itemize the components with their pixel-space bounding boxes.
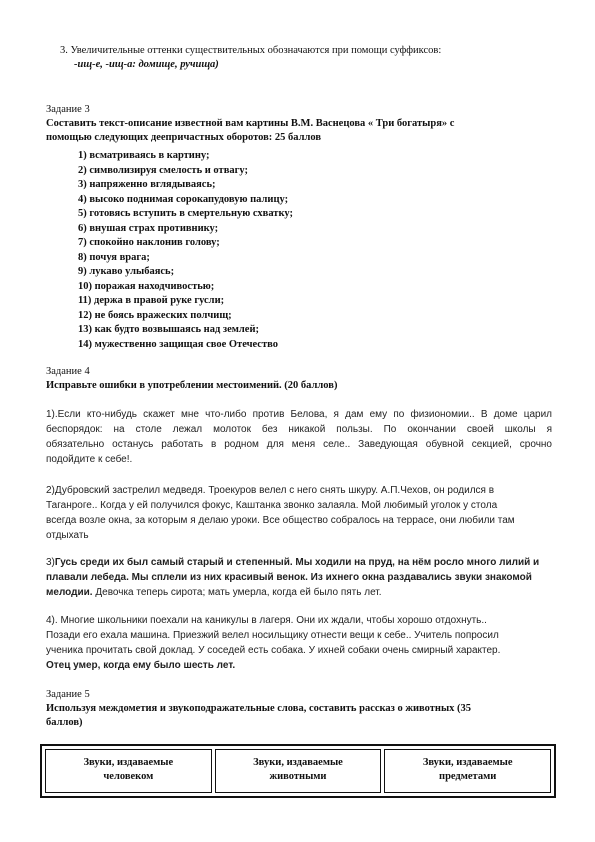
intro-line-1: 3. Увеличительные оттенки существительных обозначаются при помощи суффиксов: — [60, 45, 442, 56]
paragraph-line: беспорядок: на столе лежал молоток без никакой пользы. По окончании своей школы я — [46, 424, 552, 435]
task3-item: 11) держа в правой руке гусли; — [78, 295, 225, 306]
paragraph-number: 3) — [46, 557, 55, 568]
header-line: человеком — [103, 771, 154, 782]
task3-desc-line-2: помощью следующих деепричастных оборотов: 25 баллов — [46, 132, 322, 143]
task3-item: 13) как будто возвышаясь над землей; — [78, 324, 260, 335]
paragraph-line: 1).Если кто-нибудь скажет мне что-либо против Белова, я дам ему по физиономии.. В доме царил — [46, 409, 552, 420]
header-line: животными — [269, 771, 327, 782]
paragraph-line: Таганроге.. Когда у ей получился фокус, Каштанка звонко залаяла. Мой любимый уголок у стола — [46, 500, 498, 511]
task3-item: 6) внушая страх противнику; — [78, 223, 219, 234]
paragraph-bold-text: мелодии. — [46, 587, 93, 598]
task3-item: 7) спокойно наклонив голову; — [78, 237, 220, 248]
task3-title: Задание 3 — [46, 104, 90, 115]
paragraph-line — [46, 556, 539, 569]
task5-desc-line-1: Используя междометия и звукоподражательные слова, составить рассказ о животных (35 — [46, 703, 472, 714]
paragraph-line: Позади его ехала машина. Приезжий велел носильщику отнести вещи к себе.. Учитель попросил — [46, 630, 499, 641]
task3-item: 3) напряженно вглядываясь; — [78, 179, 216, 190]
task3-item: 1) всматриваясь в картину; — [78, 150, 210, 161]
task3-item: 2) символизируя смелость и отвагу; — [78, 165, 248, 176]
paragraph-line: всегда возле окна, за которым я делаю уроки. Все общество собралось на террасе, они любили там — [46, 515, 515, 526]
paragraph-line: Отец умер, когда ему было шесть лет. — [46, 660, 236, 671]
header-line: Звуки, издаваемые — [253, 757, 343, 768]
task4-title: Задание 4 — [46, 366, 90, 377]
table-header-row — [45, 749, 551, 793]
task4-desc: Исправьте ошибки в употреблении местоимений. (20 баллов) — [46, 380, 338, 391]
task3-item: 10) поражая находчивостью; — [78, 281, 215, 292]
paragraph-line: 2)Дубровский застрелил медведя. Троекуров велел с него снять шкуру. А.П.Чехов, он родился в — [46, 485, 495, 496]
table-header-cell — [384, 749, 551, 793]
task3-item: 8) почуя врага; — [78, 252, 150, 263]
task5-title: Задание 5 — [46, 689, 90, 700]
task5-desc-line-2: баллов) — [46, 717, 83, 728]
task3-desc-line-1: Составить текст-описание известной вам картины В.М. Васнецова « Три богатыря» с — [46, 118, 455, 129]
header-line: Звуки, издаваемые — [83, 757, 174, 768]
sounds-table — [40, 744, 556, 798]
header-line: предметами — [439, 771, 497, 782]
paragraph-line — [46, 586, 382, 599]
table-header-cell — [215, 749, 382, 793]
task3-item: 14) мужественно защищая свое Отечество — [78, 339, 278, 350]
paragraph-line: обязательно останусь работать в родном для меня селе.. Заведующая обувной секцией, срочно — [46, 439, 552, 450]
paragraph-bold-text: Гусь среди их был самый старый и степенный. Мы ходили на пруд, на нём росло много лилий и — [54, 557, 540, 568]
paragraph-line: отдыхать — [46, 530, 89, 541]
intro-line-2: -ищ-е, -ищ-а: домище, ручища) — [74, 59, 219, 70]
paragraph-line: 4). Многие школьники поехали на каникулы в лагеря. Они их ждали, чтобы хорошо отдохнуть.. — [46, 615, 487, 626]
task3-item: 5) готовясь вступить в смертельную схватку; — [78, 208, 293, 219]
table-header-cell — [45, 749, 212, 793]
task3-item: 12) не боясь вражеских полчищ; — [78, 310, 232, 321]
task3-item: 9) лукаво улыбаясь; — [78, 266, 175, 277]
paragraph-line: подойдите к себе!. — [46, 454, 133, 465]
paragraph-text: Девочка теперь сирота; мать умерла, когда ей было пять лет. — [92, 587, 382, 598]
paragraph-line: плавали лебеда. Мы сплели из них красивый венок. Из ихнего окна раздавались звуки знакомой — [46, 572, 532, 583]
task3-item: 4) высоко поднимая сорокапудовую палицу; — [78, 194, 289, 205]
paragraph-line: ученика прочитать свой доклад. У соседей есть собака. У ихней собаки очень смирный характер. — [46, 645, 501, 656]
header-line: Звуки, издаваемые — [422, 757, 513, 768]
